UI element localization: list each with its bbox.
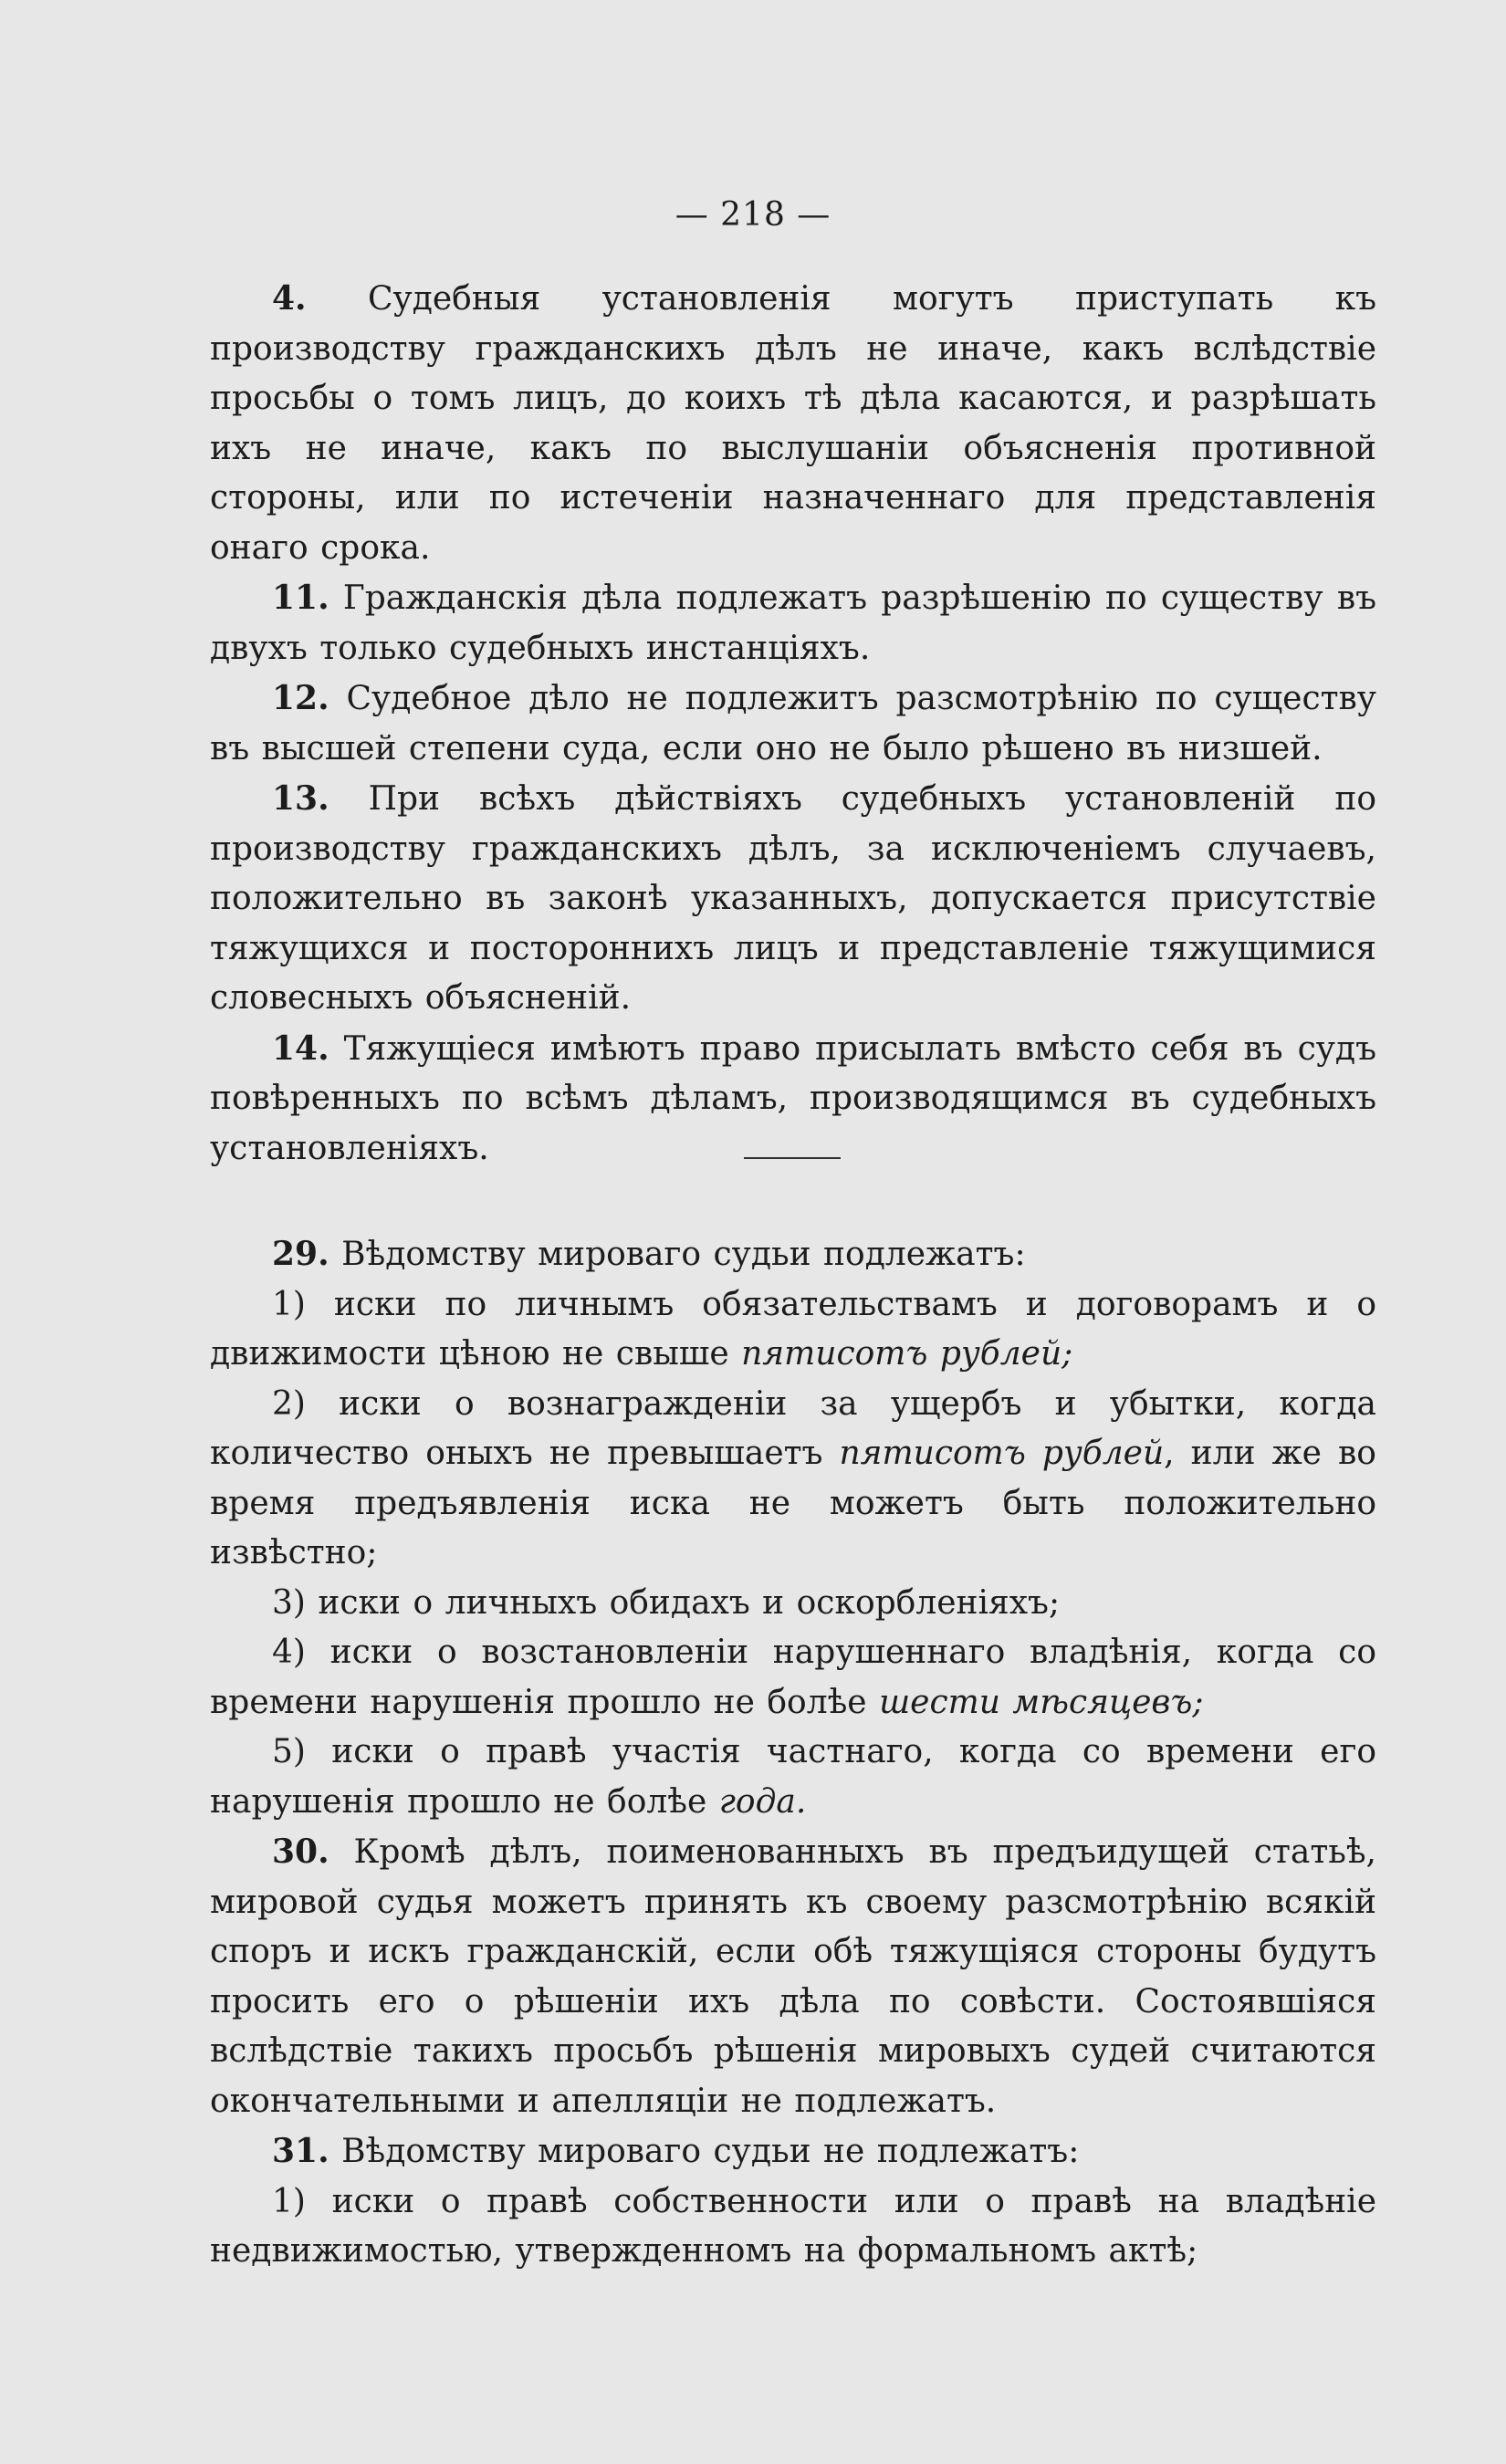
articles-block-justice-of-peace [210,1229,1376,2277]
article-list-item: 5) иски о правѣ участія частнаго, когда со времени его нарушенія прошло не болѣе года. [210,1733,1376,1821]
article-text: При всѣхъ дѣйствіяхъ судебныхъ установленій по производству гражданскихъ дѣлъ, за исключеніемъ случаевъ, положительно въ законѣ указанныхъ, допускается присутствіе тяжущихся и постороннихъ лицъ и представленіе тяжущимися словесныхъ объясненій. [210,780,1376,1017]
articles-block-general [210,274,1376,1174]
article-list-item: 1) иски о правѣ собственности или о правѣ на владѣніе недвижимостью, утвержденномъ на формальномъ актѣ; [210,2182,1376,2270]
article-number: 31. [272,2132,329,2170]
emphasis-text: года. [718,1782,807,1821]
article-text: Кромѣ дѣлъ, поименованныхъ въ предъидущей статьѣ, мировой судья можетъ принять къ своему разсмотрѣнію всякій споръ и искъ гражданскій, если обѣ тяжущіяся стороны будутъ просить его о рѣшеніи ихъ дѣла по совѣсти. Состоявшіяся вслѣдствіе такихъ просьбъ рѣшенія мировыхъ судей считаются окончательными и апелляціи не подлежатъ. [210,1833,1376,2120]
article-number: 14. [272,1028,329,1068]
article-number: 30. [272,1832,329,1871]
article-list-item: 4) иски о возстановленіи нарушеннаго владѣнія, когда со времени нарушенія прошло не болѣе шести мѣсяцевъ; [210,1634,1376,1721]
article-paragraph [210,673,1376,774]
article-text: Вѣдомству мироваго судьи не подлежатъ: [341,2133,1080,2170]
article-list-item: 3) иски о личныхъ обидахъ и оскорбленіяхъ; [272,1583,1061,1622]
article-text: Гражданскія дѣла подлежатъ разрѣшенію по существу въ двухъ только судебныхъ инстанціяхъ. [210,579,1377,667]
emphasis-text: пятисотъ рублей [839,1435,1165,1472]
article-number: 12. [272,679,329,717]
page-number: — 218 — [675,196,831,234]
section-divider [744,1157,841,1159]
article-number: 29. [272,1235,329,1273]
article-number: 11. [272,579,329,617]
article-text: Судебное дѣло не подлежитъ разсмотрѣнію по существу въ высшей степени суда, если оно не было рѣшено въ низшей. [210,680,1376,767]
article-paragraph [210,573,1376,673]
article-list-item: 2) иски о вознагражденіи за ущербъ и убытки, когда количество оныхъ не превышаетъ пятисотъ рублей, или же во время предъявленія иска не можетъ быть положительно извѣстно; [210,1384,1376,1571]
article-number: 13. [272,779,329,818]
article-paragraph [210,274,1376,573]
article-number: 4. [272,279,307,318]
article-text: Вѣдомству мироваго судьи подлежатъ: [341,1236,1026,1273]
article-paragraph [210,774,1376,1024]
article-paragraph [210,1827,1376,2126]
article-paragraph [210,2126,1376,2177]
article-paragraph [210,1024,1376,1175]
article-text: Тяжущіеся имѣютъ право присылать вмѣсто себя въ судъ повѣренныхъ по всѣмъ дѣламъ, производящимся въ судебныхъ установленіяхъ. [210,1029,1376,1167]
article-list-item: 1) иски по личнымъ обязательствамъ и договорамъ и о движимости цѣною не свыше пятисотъ рублей; [210,1285,1376,1373]
article-paragraph [210,1229,1376,1280]
emphasis-text: пятисотъ рублей; [741,1335,1073,1373]
article-text: Судебныя установленія могутъ приступать къ производству гражданскихъ дѣлъ не иначе, какъ вслѣдствіе просьбы о томъ лицъ, до коихъ тѣ дѣла касаются, и разрѣшать ихъ не иначе, какъ по выслушаніи объясненія противной стороны, или по истеченіи назначеннаго для представленія онаго срока. [210,280,1376,567]
emphasis-text: шести мѣсяцевъ; [879,1683,1204,1721]
